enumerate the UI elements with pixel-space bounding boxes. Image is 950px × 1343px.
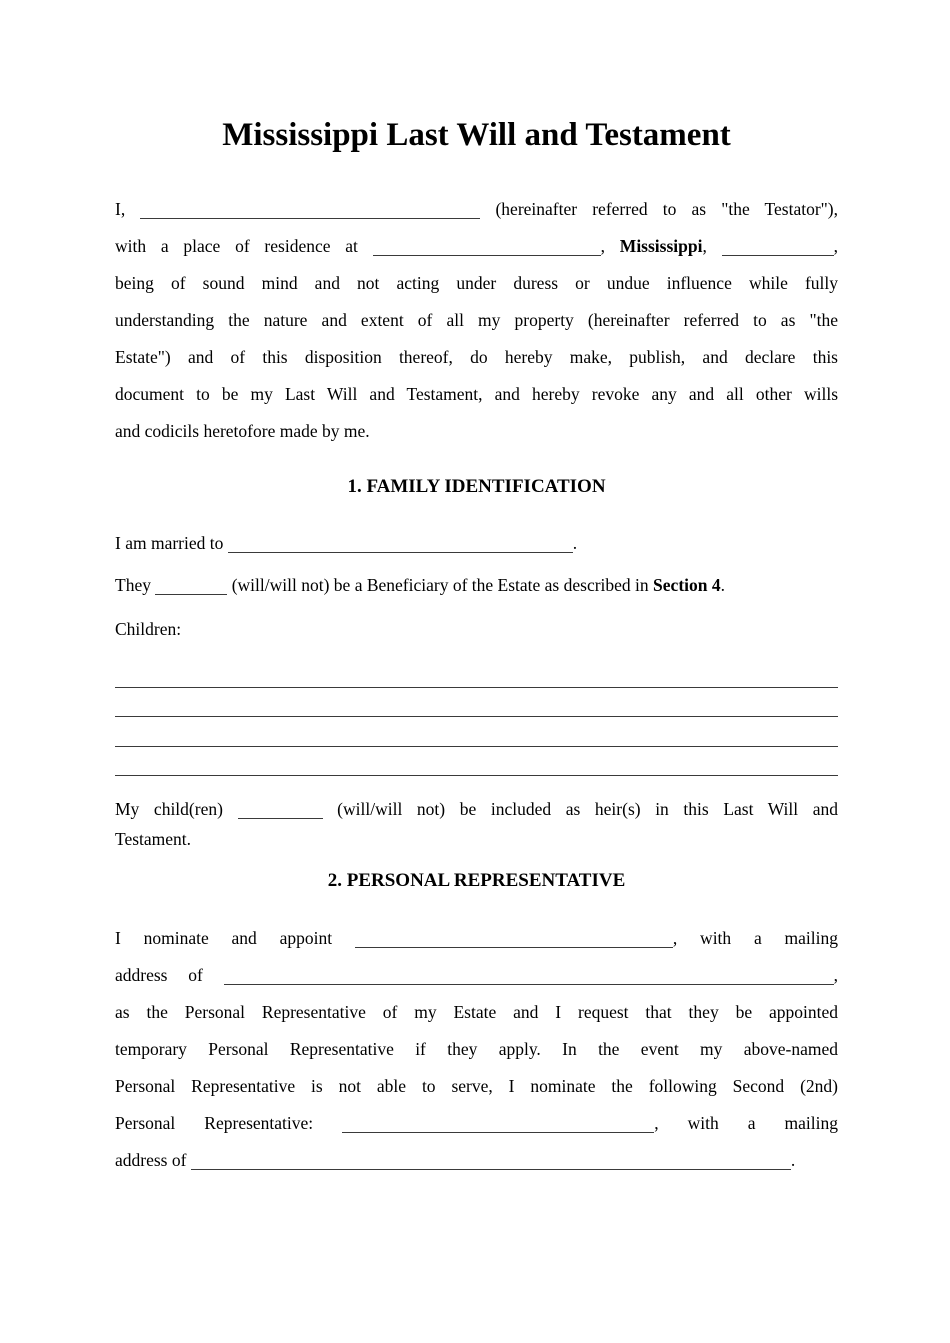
section-4-reference: Section 4 xyxy=(653,575,721,595)
text-segment: address of xyxy=(115,965,203,986)
text-segment: understanding the nature and extent of all my property (hereinafter referred to as "the xyxy=(115,310,838,330)
text-segment: (hereinafter referred to as "the Testator"), xyxy=(495,199,839,219)
text-line xyxy=(115,824,838,854)
children-lines xyxy=(115,658,838,776)
text-segment: , xyxy=(833,236,838,256)
text-segment: I, xyxy=(115,199,126,219)
text-line xyxy=(115,525,838,562)
text-segment: . xyxy=(572,533,578,553)
state-name: Mississippi xyxy=(619,236,703,256)
beneficiary-line xyxy=(115,567,838,604)
text-line xyxy=(115,957,838,994)
children-entry-line xyxy=(115,688,838,718)
text-segment: , with a mailing xyxy=(654,1113,838,1134)
text-line xyxy=(115,1031,838,1068)
text-segment: Testament. xyxy=(115,829,192,850)
text-segment: being of sound mind and not acting under duress or undue influence while fully xyxy=(115,273,838,293)
text-segment: (will/will not) be included as heir(s) in this Last Will and xyxy=(337,799,839,820)
text-segment: Children: xyxy=(115,619,182,639)
testator-name-blank xyxy=(140,218,480,219)
text-segment: Personal Representative: xyxy=(115,1113,314,1134)
text-segment: , xyxy=(833,965,838,986)
children-will-willnot-blank xyxy=(238,818,323,819)
text-segment: address of xyxy=(115,1150,187,1171)
text-line xyxy=(115,376,838,413)
text-segment: . xyxy=(720,575,725,595)
text-segment: with a place of residence at xyxy=(115,236,358,256)
text-line xyxy=(115,302,838,339)
section-1-heading: 1. FAMILY IDENTIFICATION xyxy=(347,476,606,497)
text-line xyxy=(115,611,838,648)
representative-mailing-address-blank xyxy=(224,984,834,985)
text-line xyxy=(115,920,838,957)
text-line xyxy=(115,1068,838,1105)
text-line xyxy=(115,191,838,228)
text-segment: temporary Personal Representative if they apply. In the event my above-named xyxy=(115,1039,838,1060)
text-line xyxy=(115,1142,838,1179)
text-segment: (will/will not) be a Beneficiary of the Estate as described in xyxy=(231,575,649,595)
opening-paragraph xyxy=(115,191,838,450)
children-entry-line xyxy=(115,747,838,777)
text-segment: Personal Representative is not able to serve, I nominate the following Second (2nd) xyxy=(115,1076,838,1097)
text-line xyxy=(115,413,838,450)
text-segment: Estate") and of this disposition thereof, do hereby make, publish, and declare this xyxy=(115,347,838,367)
spouse-will-willnot-blank xyxy=(155,594,227,595)
text-line xyxy=(115,994,838,1031)
text-segment: My child(ren) xyxy=(115,799,223,820)
children-entry-line xyxy=(115,658,838,688)
text-segment: and codicils heretofore made by me. xyxy=(115,421,370,441)
married-line xyxy=(115,525,838,562)
children-heirs-paragraph xyxy=(115,794,838,854)
children-label xyxy=(115,611,838,648)
document-body xyxy=(115,191,838,1179)
text-line xyxy=(115,265,838,302)
children-entry-line xyxy=(115,717,838,747)
representative-paragraph xyxy=(115,920,838,1179)
text-segment: as the Personal Representative of my Estate and I request that they be appointed xyxy=(115,1002,838,1023)
residence-address-blank xyxy=(373,255,601,256)
text-line xyxy=(115,1105,838,1142)
text-line xyxy=(115,567,838,604)
text-segment: , xyxy=(702,236,707,256)
text-segment: I nominate and appoint xyxy=(115,928,333,949)
document-title: Mississippi Last Will and Testament xyxy=(222,117,731,153)
personal-representative-name-blank xyxy=(355,947,673,948)
text-segment: , xyxy=(600,236,606,256)
text-line xyxy=(115,794,838,824)
second-representative-mailing-address-blank xyxy=(191,1169,791,1170)
text-line xyxy=(115,339,838,376)
residence-detail-blank xyxy=(722,255,834,256)
text-segment: document to be my Last Will and Testament, and hereby revoke any and all other wills xyxy=(115,384,838,404)
text-segment: . xyxy=(790,1150,796,1171)
second-representative-name-blank xyxy=(342,1132,654,1133)
text-segment: They xyxy=(115,575,151,595)
spouse-name-blank xyxy=(228,552,573,553)
text-segment: I am married to xyxy=(115,533,224,553)
text-segment: , with a mailing xyxy=(672,928,838,949)
text-line xyxy=(115,228,838,265)
section-2-heading: 2. PERSONAL REPRESENTATIVE xyxy=(327,870,626,892)
